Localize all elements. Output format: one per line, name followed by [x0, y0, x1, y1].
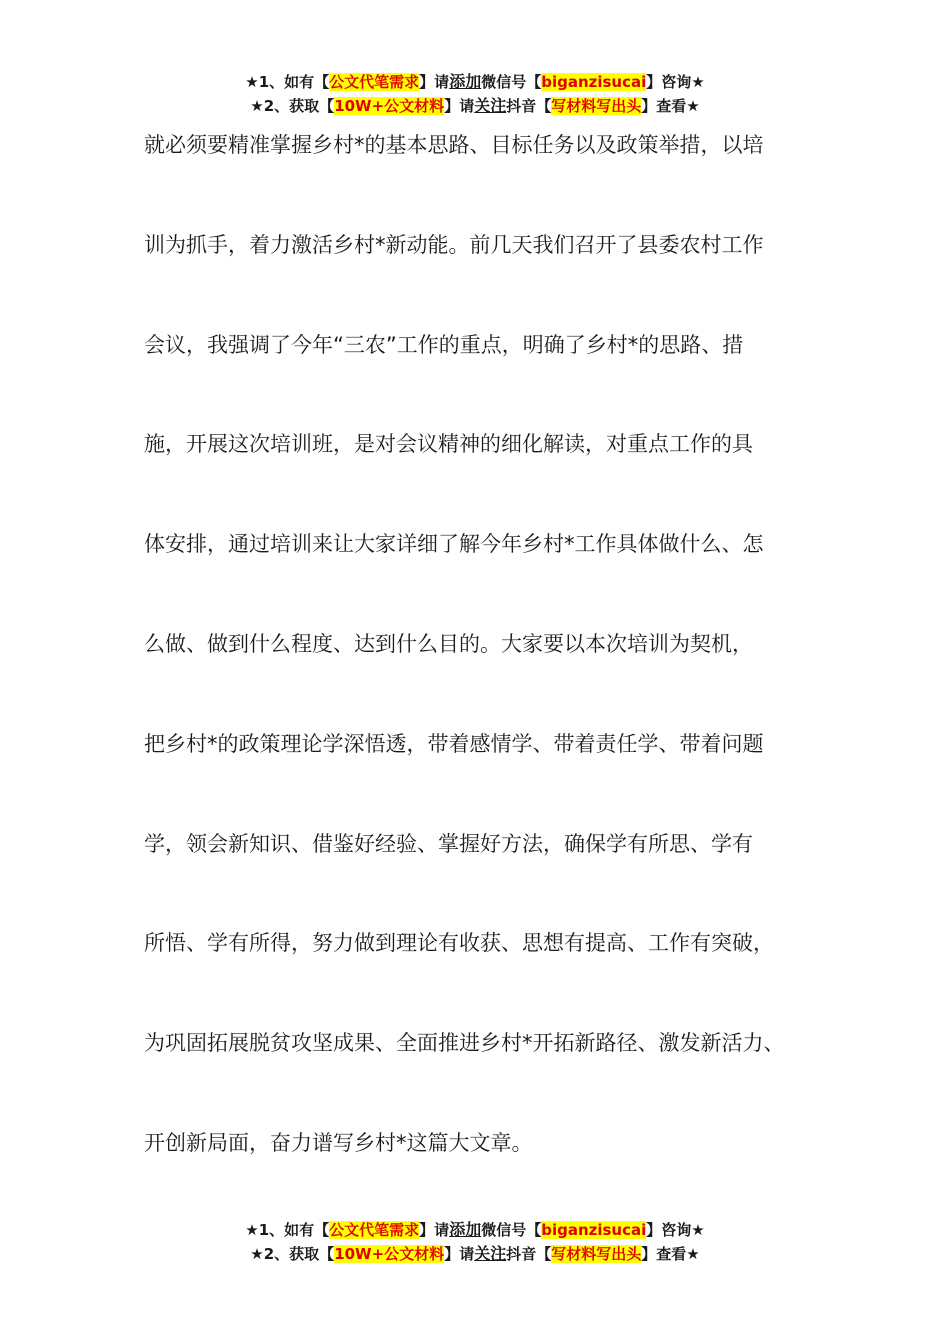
- highlight-service: 公文代笔需求: [329, 73, 420, 91]
- banner-line-1: ★1、如有【公文代笔需求】请添加微信号【biganzisucai】咨询★: [245, 72, 705, 91]
- highlight-wechat-id: biganzisucai: [541, 1221, 647, 1239]
- body-line: 所悟、学有所得，努力做到理论有收获、思想有提高、工作有突破，: [144, 931, 774, 956]
- body-line: 施，开展这次培训班，是对会议精神的细化解读，对重点工作的具: [144, 432, 753, 457]
- body-line: 把乡村*的政策理论学深悟透，带着感情学、带着责任学、带着问题: [144, 731, 764, 756]
- highlight-douyin-account: 写材料写出头: [551, 97, 642, 115]
- highlight-materials: 10W+公文材料: [334, 97, 445, 115]
- highlight-douyin-account: 写材料写出头: [551, 1245, 642, 1263]
- body-line: 么做、做到什么程度、达到什么目的。大家要以本次培训为契机，: [144, 631, 753, 656]
- highlight-materials: 10W+公文材料: [334, 1245, 445, 1263]
- banner-line-2: ★2、获取【10W+公文材料】请关注抖音【写材料写出头】查看★: [250, 96, 700, 115]
- document-body: [144, 126, 834, 1224]
- banner-line-1: ★1、如有【公文代笔需求】请添加微信号【biganzisucai】咨询★: [245, 1220, 705, 1239]
- body-line: 学，领会新知识、借鉴好经验、掌握好方法，确保学有所思、学有: [144, 831, 753, 856]
- body-line: 体安排，通过培训来让大家详细了解今年乡村*工作具体做什么、怎: [144, 532, 764, 557]
- footer-banner: [0, 1218, 950, 1266]
- banner-line-2: ★2、获取【10W+公文材料】请关注抖音【写材料写出头】查看★: [250, 1244, 700, 1263]
- body-line: 为巩固拓展脱贫攻坚成果、全面推进乡村*开拓新路径、激发新活力、: [144, 1031, 785, 1056]
- highlight-wechat-id: biganzisucai: [541, 73, 647, 91]
- body-line: 训为抓手，着力激活乡村*新动能。前几天我们召开了县委农村工作: [144, 232, 764, 257]
- highlight-service: 公文代笔需求: [329, 1221, 420, 1239]
- body-line: 开创新局面，奋力谱写乡村*这篇大文章。: [144, 1130, 533, 1155]
- body-line: 就必须要精准掌握乡村*的基本思路、目标任务以及政策举措，以培: [144, 133, 764, 157]
- header-banner: [0, 70, 950, 118]
- body-line: 会议，我强调了今年“三农”工作的重点，明确了乡村*的思路、措: [144, 332, 744, 357]
